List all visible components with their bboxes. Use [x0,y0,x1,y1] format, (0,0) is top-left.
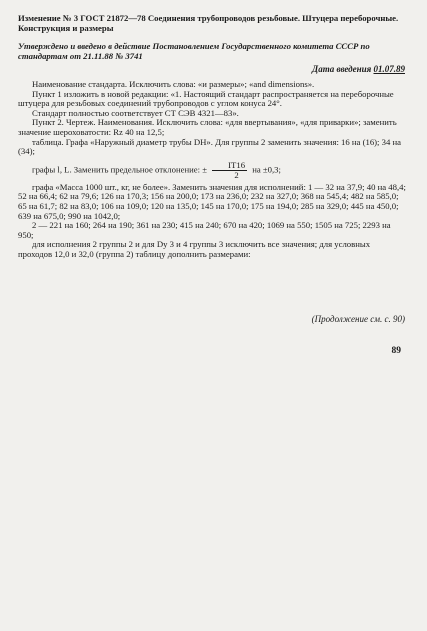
paragraph-mass-1: графа «Масса 1000 шт., кг, не более». Заменить значения для исполнений: 1 — 32 на 37,9; 40 на 48,4; 52 на 66,4; 62 на 79,6; 126 на 170,3; 156 на 200,0; 173 на 236,0; 232 на 327,0; 368 на 545,4; 482 на 585,0; 65 на 61,7; 82 на 83,0; 106 на 109,0; 120 на 135,0; 145 на 170,0; 175 на 194,0; 285 на 329,0; 445 на 450,0; 639 на 675,0; 990 на 1042,0; [18,181,406,221]
paragraph-item-2: Пункт 2. Чертеж. Наименования. Исключить слова: «для ввертывания», «для приварки»; заменить значение шероховатости: Rz 40 на 12,5; [18,117,397,137]
paragraph-sev: Стандарт полностью соответствует СТ СЭВ 4321—83». [32,107,239,118]
paragraph-tolerance: графы l, L. Заменить предельное отклонение: ± $\frac{IT16}{2}$ на ±0,3; [32,159,281,180]
continuation-note: (Продолжение см. с. 90) [311,314,405,324]
page-number: 89 [391,346,401,356]
approval-note: Утверждено и введено в действие Постановлением Государственного комитета СССР по стандартам от 21.11.88 № 3741 [18,41,370,61]
paragraph-exclusions: для исполнения 2 группы 2 и для Dy 3 и 4 группы 3 исключить все значения; для условных проходов 12,0 и 32,0 (группа 2) таблицу дополнить размерами: [18,239,371,259]
paragraph-item-1: Пункт 1 изложить в новой редакции: «1. Настоящий стандарт распространяется на переборочные штуцера для резьбовых соединений трубопроводов с углом конуса 24°. [18,88,394,109]
paragraph-mass-2: 2 — 221 на 160; 264 на 190; 361 на 230; 415 на 240; 670 на 420; 1069 на 550; 1505 на 725; 2293 на 950; [18,220,391,240]
tolerance-fraction: $\frac{IT16}{2}$ [212,161,247,180]
effective-date: Дата введения 01.07.89 [312,64,405,74]
document-body [18,80,406,260]
amendment-title: Изменение № 3 ГОСТ 21872—78 Соединения трубопроводов резьбовые. Штуцера переборочные. Конструкция и размеры [18,13,399,33]
paragraph-table-diameter: таблица. Графа «Наружный диаметр трубы DH». Для группы 2 заменить значения: 16 на (16); 34 на (34); [18,136,402,157]
paragraph-title-change: Наименование стандарта. Исключить слова: «и размеры»; «and dimensions». [32,79,315,89]
